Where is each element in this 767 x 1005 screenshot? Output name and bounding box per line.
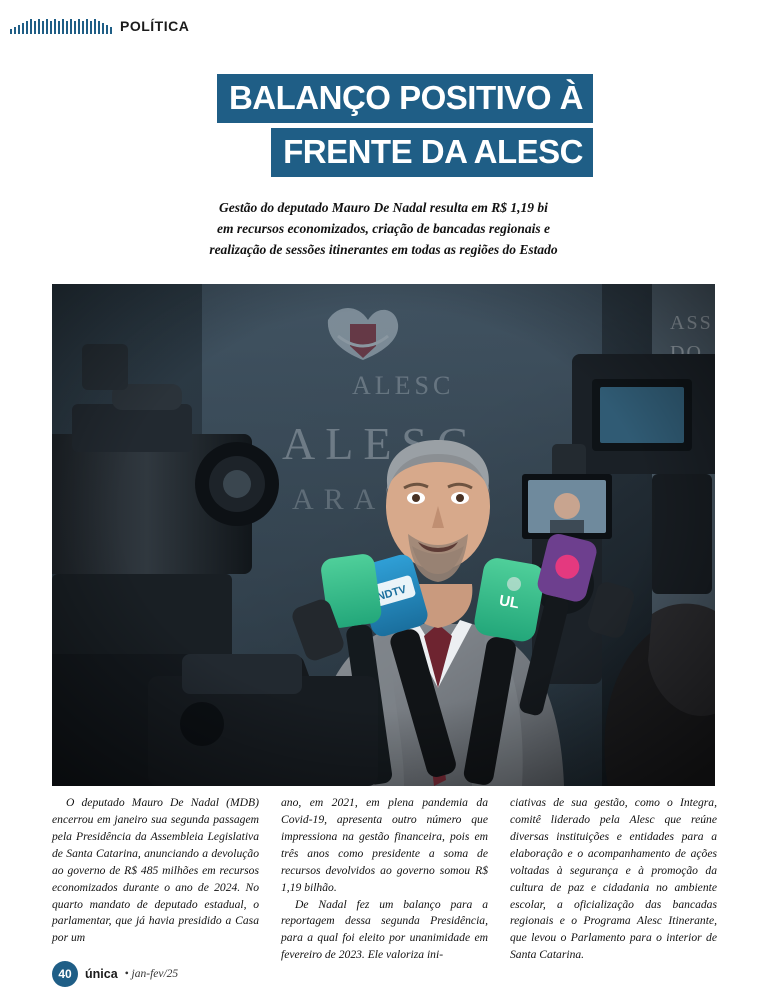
body-column-1 <box>52 795 259 964</box>
deck-line-3: realização de sessões itinerantes em todas as regiões do Estado <box>209 241 558 257</box>
article-photo <box>52 284 715 786</box>
page-title <box>173 74 593 182</box>
issue-date: • jan-fev/25 <box>124 968 179 980</box>
body-paragraph: ciativas de sua gestão, como o Integra, comitê liderado pela Alesc que reúne diversas instituições e entidades para a elaboração e o acompanhamento de ações voltadas à segurança e à promoção da cultura de paz e cidadania no ambiente escolar, a oficialização das bancadas regionais e o Programa Alesc Itinerante, que levou o Parlamento para o interior de Santa Catarina. <box>510 796 717 962</box>
body-column-2 <box>281 795 488 964</box>
page-footer <box>52 961 178 987</box>
decorative-ticks-icon <box>10 18 112 34</box>
article-body <box>52 795 717 964</box>
deck-line-1: Gestão do deputado Mauro De Nadal resulta em R$ 1,19 bi <box>219 200 548 215</box>
headline-line-2: FRENTE DA ALESC <box>271 128 593 177</box>
body-paragraph: O deputado Mauro De Nadal (MDB) encerrou em janeiro sua segunda passagem pela Presidência da Assembleia Legislativa de Santa Catarina, anunciando a devolução ao governo de R$ 485 milhões em recursos economizados durante o ano de 2024. No quarto mandato de deputado estadual, o parlamentar, que já havia presidido a Casa por um <box>52 796 259 945</box>
section-marker <box>10 18 189 34</box>
deck-line-2: em recursos economizados, criação de bancadas regionais e <box>217 220 550 236</box>
article-deck <box>0 198 767 261</box>
body-paragraph: De Nadal fez um balanço para a reportagem dessa segunda Presidência, para a qual foi eleito por unanimidade em fevereiro de 2023. Ele valoriza ini- <box>281 897 488 962</box>
photo-illustration <box>52 284 715 786</box>
body-paragraph: ano, em 2021, em plena pandemia da Covid-19, apresenta outro número que impressiona na gestão financeira, pois em três anos como presidente a soma de recursos devolvidos ao governo somou R$ 1,19 bilhão. <box>281 796 488 894</box>
page-number-badge: 40 <box>52 961 78 987</box>
body-column-3 <box>510 795 717 964</box>
magazine-brand: única <box>85 967 118 981</box>
headline-line-1: BALANÇO POSITIVO À <box>217 74 593 123</box>
section-label: POLÍTICA <box>120 18 190 34</box>
